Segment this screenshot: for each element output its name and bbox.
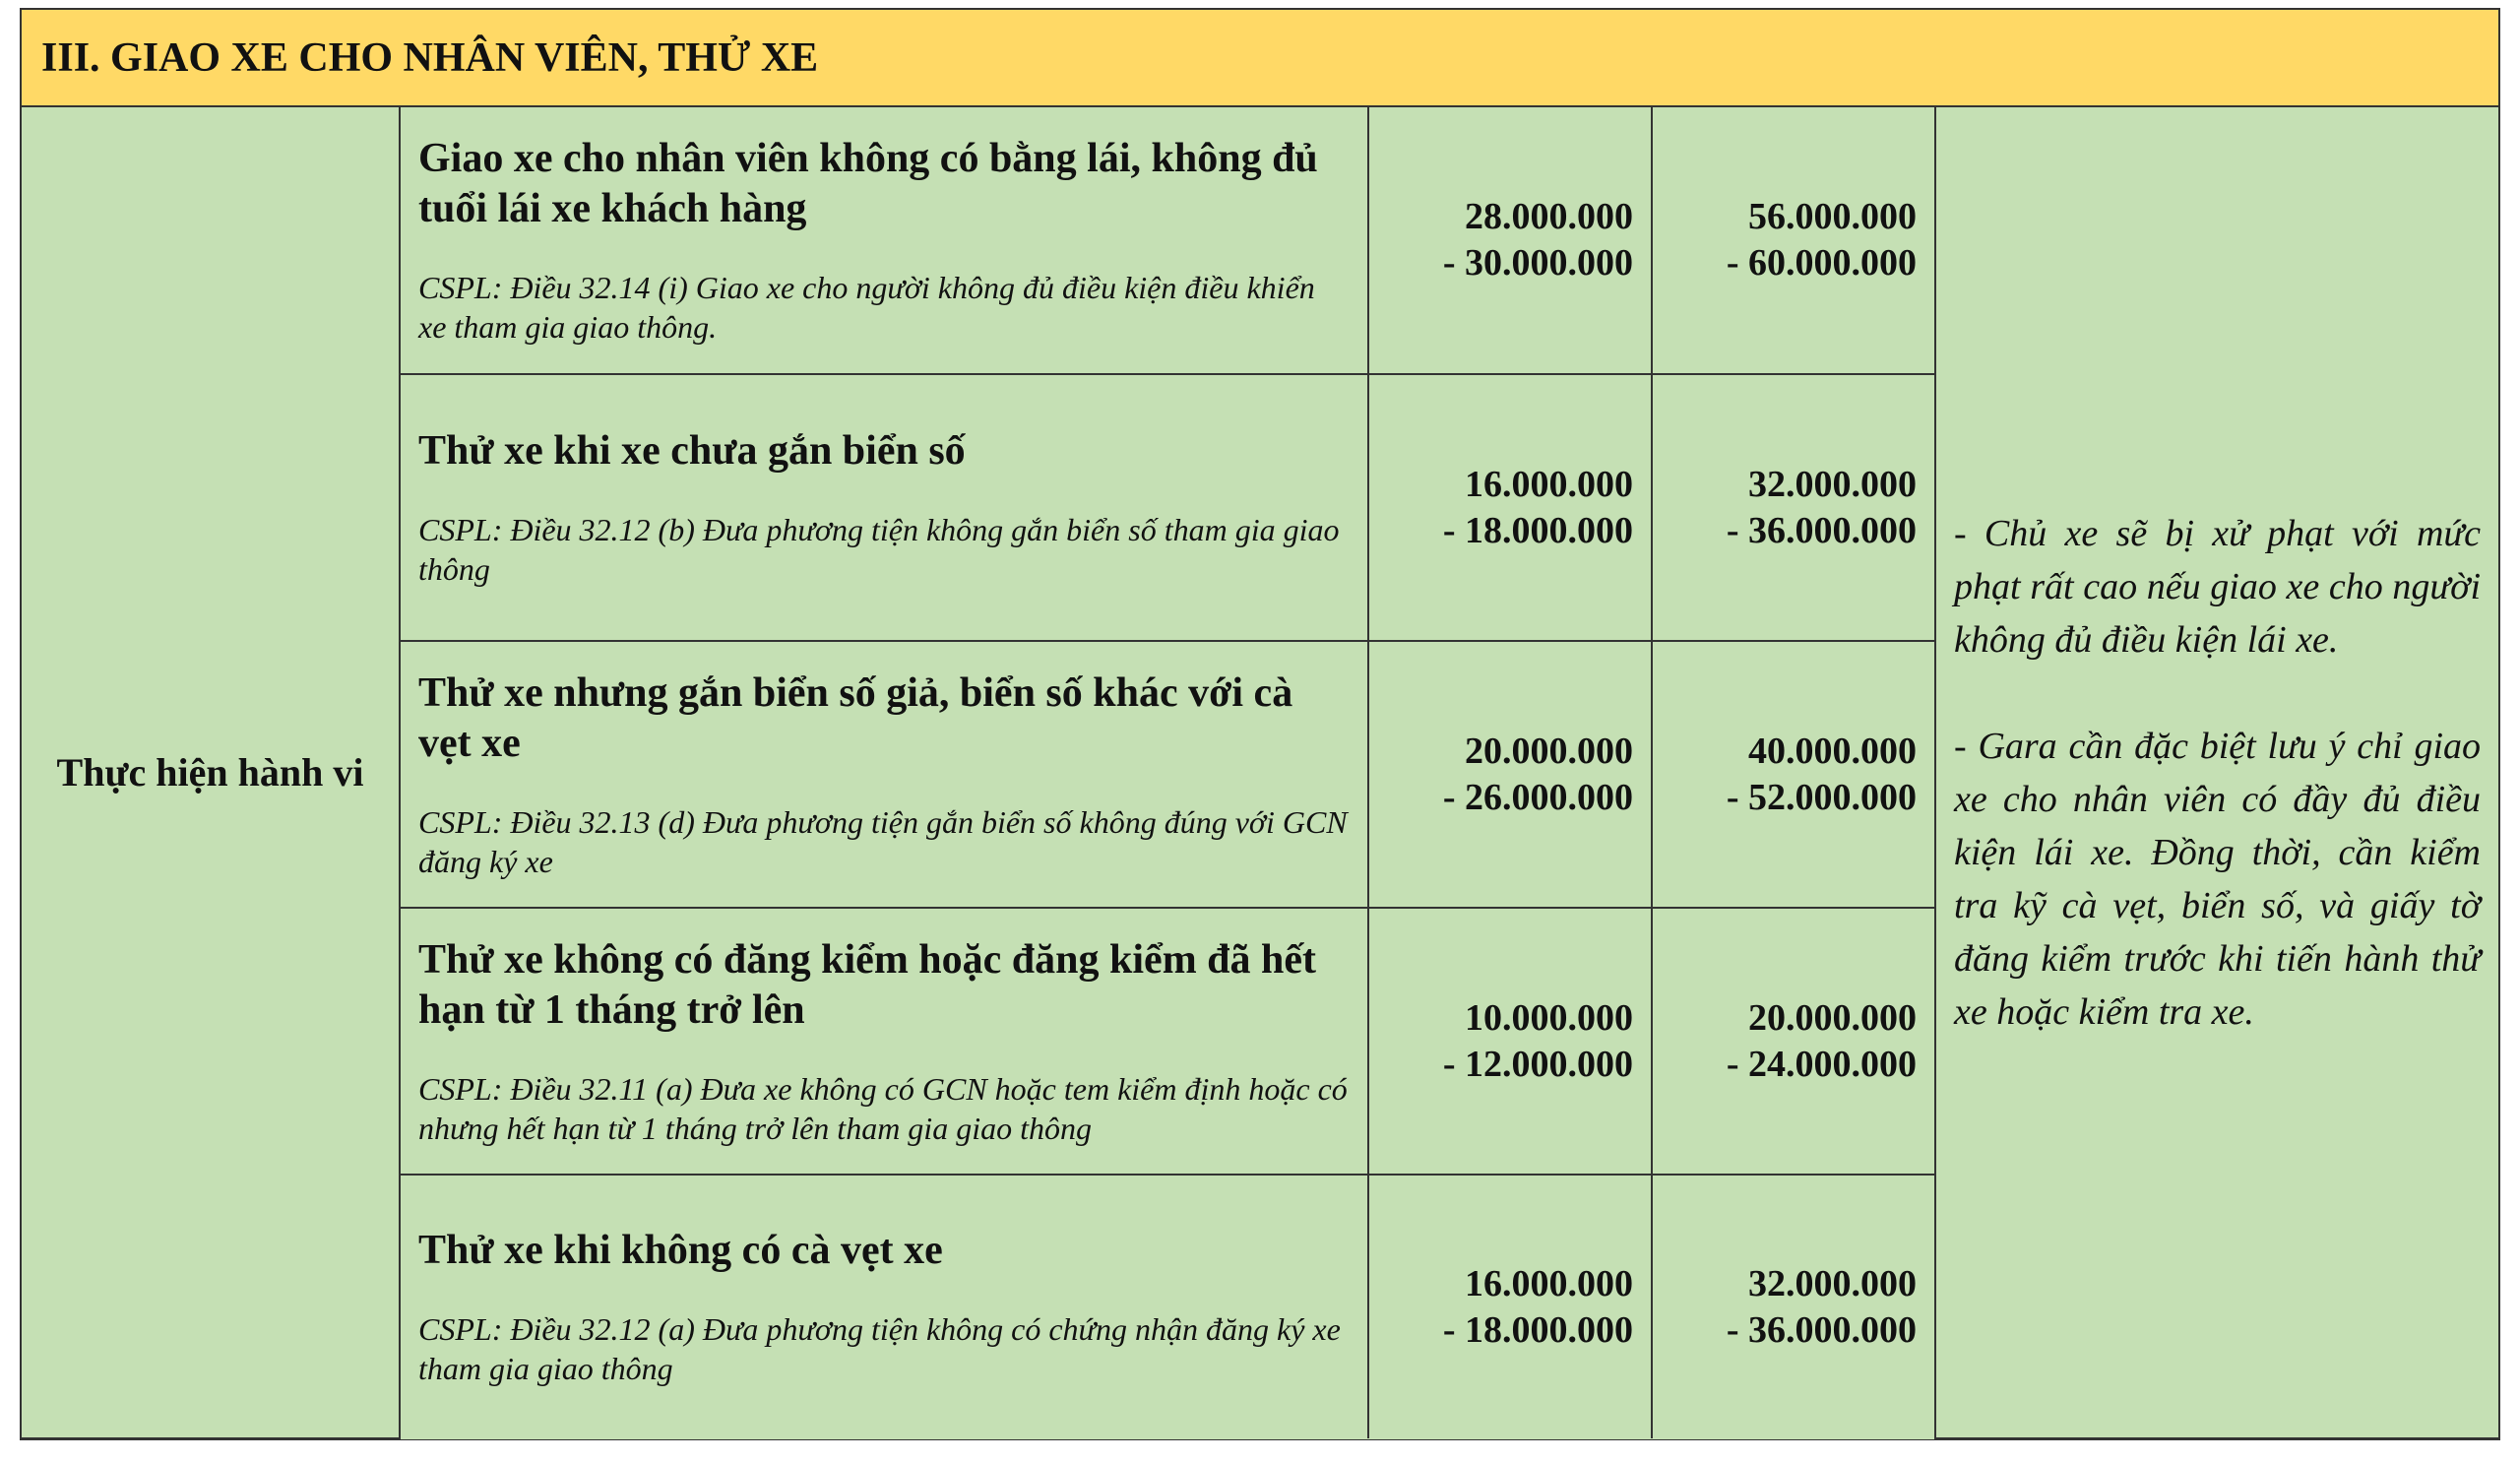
fine-organization-max: - 36.000.000 [1726, 1308, 1917, 1351]
rules-table [22, 107, 2498, 1439]
legal-basis: CSPL: Điều 32.14 (i) Giao xe cho người không đủ điều kiện điều khiển xe tham gia giao thông. [418, 270, 1315, 345]
group-label: Thực hiện hành vi [56, 750, 364, 795]
description-cell [400, 374, 1368, 641]
violation-title: Thử xe khi xe chưa gắn biển số [418, 428, 966, 474]
legal-basis: CSPL: Điều 32.11 (a) Đưa xe không có GCN hoặc tem kiểm định hoặc có nhưng hết hạn từ 1 tháng trở lên tham gia giao thông [418, 1070, 1348, 1146]
note-paragraph-1: - Chủ xe sẽ bị xử phạt với mức phạt rất cao nếu giao xe cho người không đủ điều kiện lái xe. [1954, 512, 2481, 661]
fine-individual-max: - 18.000.000 [1442, 1308, 1633, 1351]
fine-individual-cell [1368, 908, 1652, 1175]
fine-organization-max: - 60.000.000 [1726, 242, 1917, 284]
fine-individual-min: 20.000.000 [1465, 730, 1633, 772]
violation-table [20, 8, 2500, 1440]
fine-organization-min: 20.000.000 [1748, 996, 1917, 1039]
fine-organization-min: 32.000.000 [1748, 463, 1917, 505]
fine-individual-max: - 26.000.000 [1442, 776, 1633, 818]
description-cell [400, 1175, 1368, 1438]
fine-individual-min: 16.000.000 [1465, 1262, 1633, 1304]
fine-individual-min: 28.000.000 [1465, 196, 1633, 237]
violation-title: Thử xe không có đăng kiểm hoặc đăng kiểm đã hết hạn từ 1 tháng trở lên [418, 936, 1317, 1033]
fine-individual-max: - 30.000.000 [1442, 242, 1633, 284]
section-title: III. GIAO XE CHO NHÂN VIÊN, THỬ XE [41, 34, 819, 81]
fine-organization-cell [1652, 641, 1935, 908]
group-label-cell [22, 107, 400, 1438]
fine-individual-min: 16.000.000 [1465, 463, 1633, 505]
fine-organization-cell [1652, 374, 1935, 641]
description-cell [400, 908, 1368, 1175]
violation-title: Giao xe cho nhân viên không có bằng lái, không đủ tuổi lái xe khách hàng [418, 136, 1318, 231]
legal-basis: CSPL: Điều 32.13 (d) Đưa phương tiện gắn biển số không đúng với GCN đăng ký xe [418, 803, 1348, 879]
fine-individual-max: - 12.000.000 [1442, 1043, 1633, 1085]
fine-individual-cell [1368, 374, 1652, 641]
fine-organization-max: - 52.000.000 [1726, 776, 1917, 818]
violation-title: Thử xe nhưng gắn biển số giả, biển số khác với cà vẹt xe [418, 669, 1293, 766]
fine-individual-cell [1368, 1175, 1652, 1438]
legal-basis: CSPL: Điều 32.12 (a) Đưa phương tiện không có chứng nhận đăng ký xe tham gia giao thông [418, 1311, 1341, 1386]
fine-organization-cell [1652, 107, 1935, 374]
fine-individual-max: - 18.000.000 [1442, 509, 1633, 551]
fine-individual-cell [1368, 107, 1652, 374]
fine-organization-min: 40.000.000 [1748, 730, 1917, 772]
note-paragraph-2: - Gara cần đặc biệt lưu ý chỉ giao xe cho nhân viên có đầy đủ điều kiện lái xe. Đồng thời, cần kiểm tra kỹ cà vẹt, biển số, và giấy tờ đăng kiểm trước khi tiến hành thử xe hoặc kiểm tra xe. [1954, 725, 2481, 1033]
description-cell [400, 107, 1368, 374]
fine-individual-min: 10.000.000 [1465, 996, 1633, 1039]
section-header [22, 10, 2498, 107]
fine-organization-cell [1652, 1175, 1935, 1438]
violation-title: Thử xe khi không có cà vẹt xe [418, 1228, 943, 1273]
legal-basis: CSPL: Điều 32.12 (b) Đưa phương tiện không gắn biển số tham gia giao thông [418, 512, 1340, 587]
note-cell [1935, 107, 2498, 1438]
fine-organization-cell [1652, 908, 1935, 1175]
table-row [22, 107, 2498, 374]
fine-organization-min: 32.000.000 [1748, 1262, 1917, 1304]
description-cell [400, 641, 1368, 908]
fine-organization-min: 56.000.000 [1748, 196, 1917, 237]
fine-organization-max: - 36.000.000 [1726, 509, 1917, 551]
fine-organization-max: - 24.000.000 [1726, 1043, 1917, 1085]
fine-individual-cell [1368, 641, 1652, 908]
